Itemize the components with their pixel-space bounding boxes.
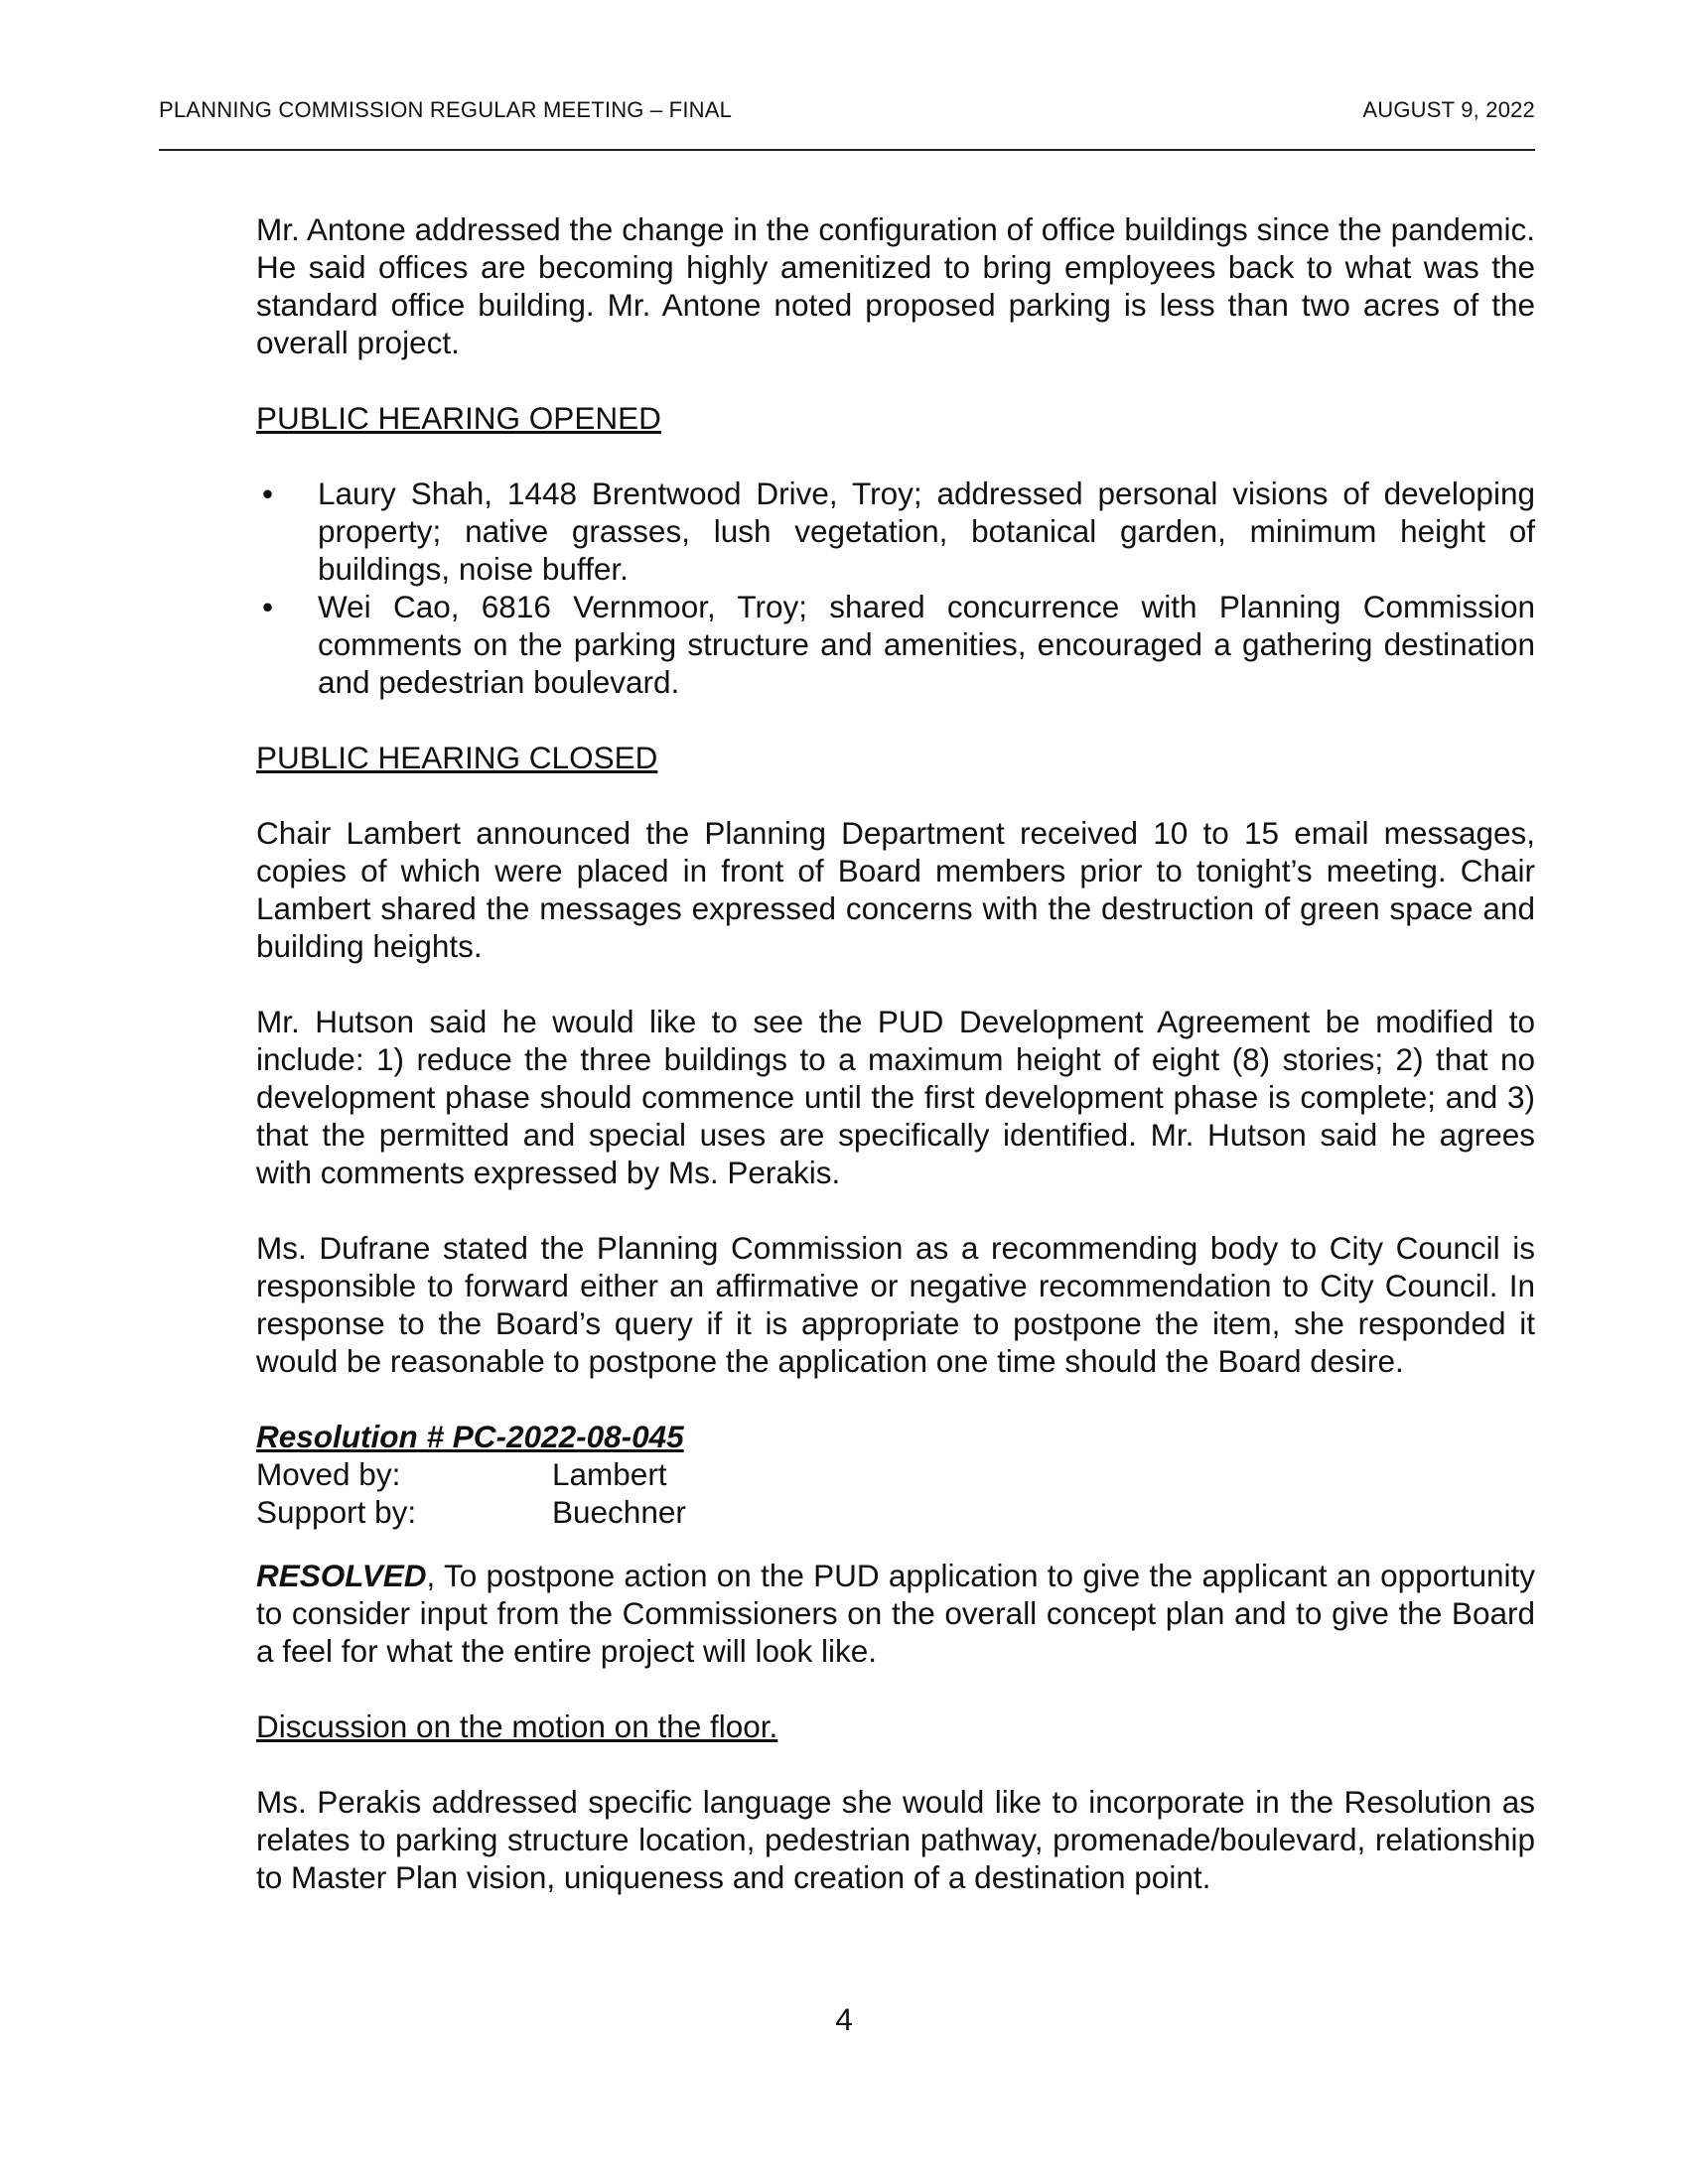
paragraph-hutson: Mr. Hutson said he would like to see the PUD Development Agreement be modified to include: 1) reduce the three buildings to a maximum height of eight (8) stories; 2) that no development phase should commence until the first development phase is complete; and 3) that the permitted and special uses are specifically identified. Mr. Hutson said he agrees with comments expressed by Ms. Perakis. — [256, 1004, 1535, 1190]
list-item — [256, 588, 1535, 701]
header-title: PLANNING COMMISSION REGULAR MEETING – FINAL — [159, 97, 733, 122]
resolved-paragraph — [256, 1557, 1535, 1670]
resolved-text: , To postpone action on the PUD application to give the applicant an opportunity to consider input from the Commissioners on the overall concept plan and to give the Board a feel for what the entire project will look like. — [256, 1558, 1535, 1669]
resolved-keyword: RESOLVED — [256, 1558, 427, 1593]
public-comment-list — [256, 475, 1535, 701]
list-item — [256, 475, 1535, 588]
paragraph-dufrane: Ms. Dufrane stated the Planning Commission as a recommending body to City Council is responsible to forward either an affirmative or negative recommendation to City Council. In response to the Board’s query if it is appropriate to postpone the item, she responded it would be reasonable to postpone the application one time should the Board desire. — [256, 1230, 1535, 1379]
resolution-block — [256, 1418, 1535, 1531]
bullet-icon: • — [262, 476, 274, 511]
resolution-title: Resolution # PC-2022-08-045 — [256, 1419, 684, 1454]
list-item-text: Laury Shah, 1448 Brentwood Drive, Troy; addressed personal visions of developing property; native grasses, lush vegetation, botanical garden, minimum height of buildings, noise buffer. — [318, 476, 1535, 587]
header-date: AUGUST 9, 2022 — [1362, 97, 1535, 122]
document-body — [256, 210, 1535, 1934]
paragraph-perakis: Ms. Perakis addressed specific language she would like to incorporate in the Resolution as relates to parking structure location, pedestrian pathway, promenade/boulevard, relationship to Master Plan vision, uniqueness and creation of a destination point. — [256, 1784, 1535, 1895]
support-by-row — [256, 1493, 1535, 1531]
heading-public-hearing-closed: PUBLIC HEARING CLOSED — [256, 740, 658, 775]
header-divider — [159, 149, 1535, 151]
support-by-label: Support by: — [256, 1494, 417, 1530]
heading-public-hearing-opened: PUBLIC HEARING OPENED — [256, 400, 661, 436]
heading-discussion: Discussion on the motion on the floor. — [256, 1708, 778, 1744]
page-number: 4 — [835, 2001, 853, 2037]
paragraph-lambert: Chair Lambert announced the Planning Department received 10 to 15 email messages, copies of which were placed in front of Board members prior to tonight’s meeting. Chair Lambert shared the messages expressed concerns with the destruction of green space and building heights. — [256, 815, 1535, 964]
moved-by-value: Lambert — [552, 1456, 667, 1492]
list-item-text: Wei Cao, 6816 Vernmoor, Troy; shared concurrence with Planning Commission comments on the parking structure and amenities, encouraged a gathering destination and pedestrian boulevard. — [318, 589, 1535, 700]
support-by-value: Buechner — [552, 1494, 686, 1530]
bullet-icon: • — [262, 589, 274, 624]
moved-by-label: Moved by: — [256, 1456, 401, 1492]
paragraph-antone: Mr. Antone addressed the change in the configuration of office buildings since the pandemic. He said offices are becoming highly amenitized to bring employees back to what was the standard office building. Mr. Antone noted proposed parking is less than two acres of the overall project. — [256, 211, 1535, 360]
moved-by-row — [256, 1455, 1535, 1493]
